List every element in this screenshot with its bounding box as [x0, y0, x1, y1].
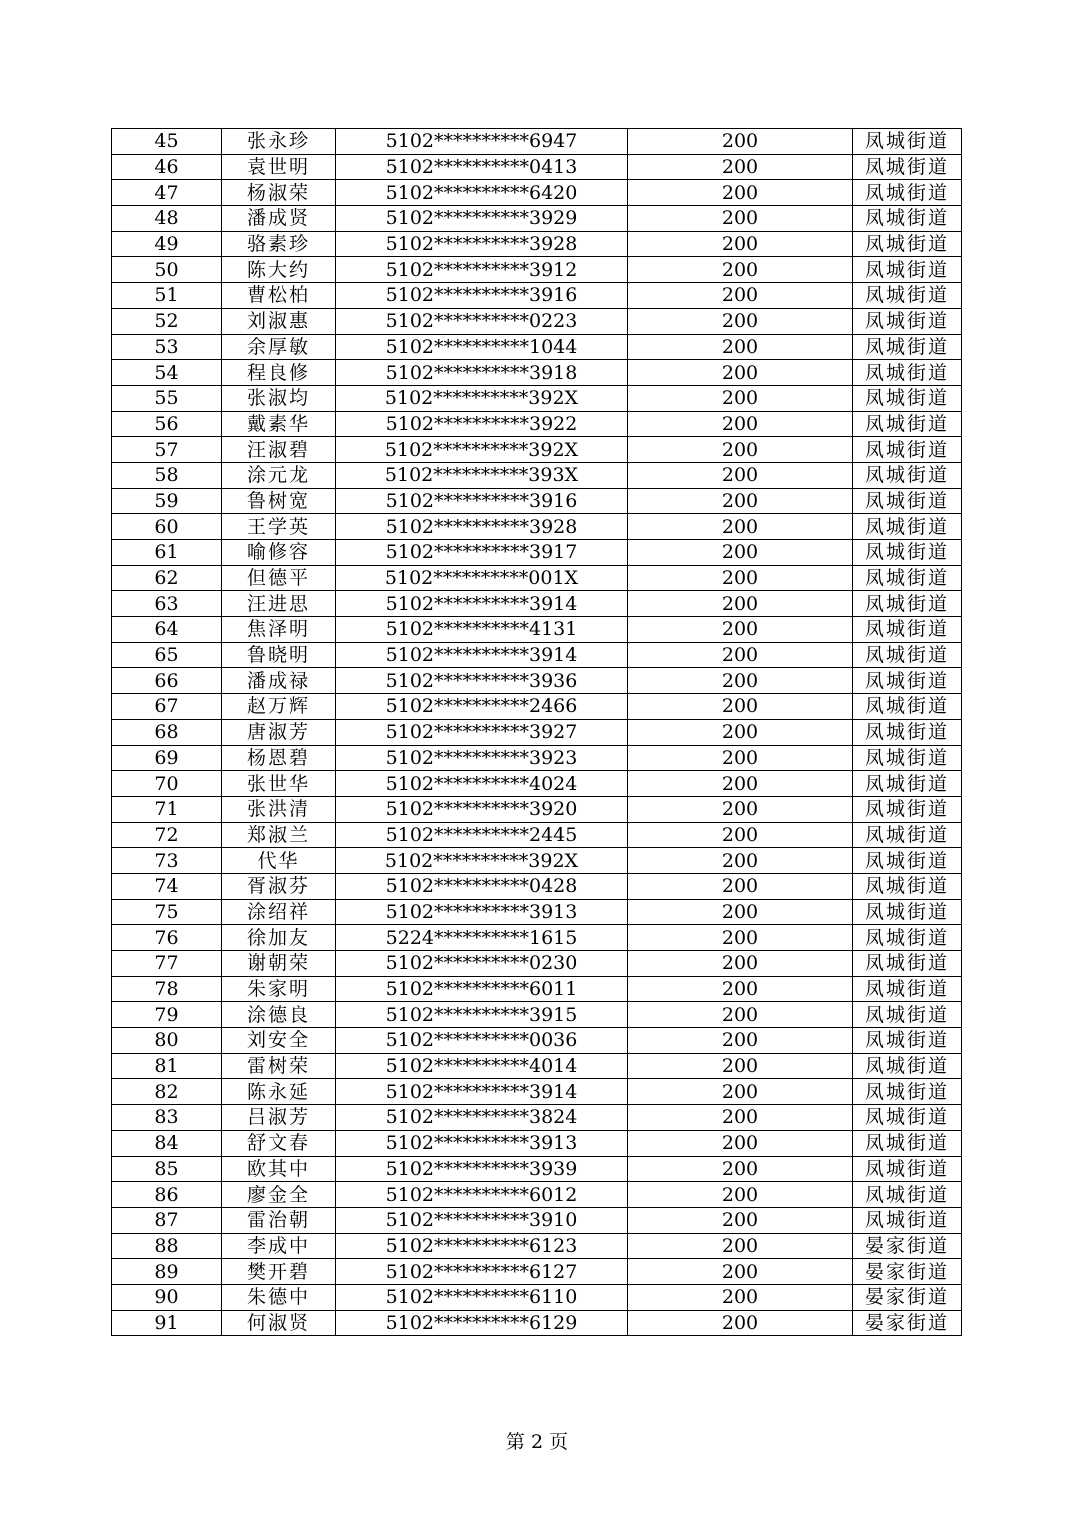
name-cell: 雷树荣 [222, 1053, 336, 1079]
name-cell: 王学英 [222, 514, 336, 540]
amount-cell: 200 [628, 257, 853, 283]
table-row [112, 719, 962, 745]
row-number-cell: 47 [112, 180, 222, 206]
table-row [112, 976, 962, 1002]
table-row [112, 1156, 962, 1182]
amount-cell: 200 [628, 1028, 853, 1054]
id-number-cell: 5102**********4024 [336, 771, 628, 797]
id-number-cell: 5102**********3917 [336, 540, 628, 566]
name-cell: 汪淑碧 [222, 437, 336, 463]
name-cell: 吕淑芳 [222, 1105, 336, 1131]
table-row [112, 848, 962, 874]
amount-cell: 200 [628, 591, 853, 617]
row-number-cell: 50 [112, 257, 222, 283]
amount-cell: 200 [628, 360, 853, 386]
name-cell: 张洪清 [222, 796, 336, 822]
id-number-cell: 5102**********3928 [336, 514, 628, 540]
row-number-cell: 68 [112, 719, 222, 745]
row-number-cell: 77 [112, 951, 222, 977]
amount-cell: 200 [628, 951, 853, 977]
id-number-cell: 5102**********393X [336, 462, 628, 488]
row-number-cell: 72 [112, 822, 222, 848]
amount-cell: 200 [628, 796, 853, 822]
subdistrict-cell: 凤城街道 [853, 540, 962, 566]
row-number-cell: 49 [112, 231, 222, 257]
id-number-cell: 5102**********3824 [336, 1105, 628, 1131]
name-cell: 刘淑惠 [222, 308, 336, 334]
id-number-cell: 5102**********0230 [336, 951, 628, 977]
subdistrict-cell: 凤城街道 [853, 899, 962, 925]
name-cell: 谢朝荣 [222, 951, 336, 977]
table-row [112, 437, 962, 463]
subdistrict-cell: 凤城街道 [853, 925, 962, 951]
subdistrict-cell: 凤城街道 [853, 796, 962, 822]
id-number-cell: 5102**********3927 [336, 719, 628, 745]
id-number-cell: 5102**********0036 [336, 1028, 628, 1054]
id-number-cell: 5102**********4131 [336, 617, 628, 643]
name-cell: 何淑贤 [222, 1310, 336, 1336]
row-number-cell: 69 [112, 745, 222, 771]
table-row [112, 1233, 962, 1259]
subdistrict-cell: 晏家街道 [853, 1310, 962, 1336]
page-number: 第 2 页 [505, 1431, 569, 1453]
subdistrict-cell: 凤城街道 [853, 617, 962, 643]
table-row [112, 822, 962, 848]
row-number-cell: 83 [112, 1105, 222, 1131]
id-number-cell: 5102**********3912 [336, 257, 628, 283]
row-number-cell: 55 [112, 385, 222, 411]
table-row [112, 565, 962, 591]
amount-cell: 200 [628, 1284, 853, 1310]
table-row [112, 385, 962, 411]
table-row [112, 1284, 962, 1310]
subdistrict-cell: 凤城街道 [853, 565, 962, 591]
id-number-cell: 5102**********392X [336, 385, 628, 411]
id-number-cell: 5102**********4014 [336, 1053, 628, 1079]
id-number-cell: 5102**********2445 [336, 822, 628, 848]
subdistrict-cell: 凤城街道 [853, 1028, 962, 1054]
amount-cell: 200 [628, 1233, 853, 1259]
subdistrict-cell: 凤城街道 [853, 385, 962, 411]
amount-cell: 200 [628, 231, 853, 257]
row-number-cell: 84 [112, 1130, 222, 1156]
subdistrict-cell: 凤城街道 [853, 694, 962, 720]
id-number-cell: 5102**********3936 [336, 668, 628, 694]
name-cell: 樊开碧 [222, 1259, 336, 1285]
name-cell: 刘安全 [222, 1028, 336, 1054]
amount-cell: 200 [628, 694, 853, 720]
id-number-cell: 5102**********2466 [336, 694, 628, 720]
amount-cell: 200 [628, 334, 853, 360]
table-row [112, 925, 962, 951]
roster-table-body [112, 129, 962, 1336]
table-row [112, 617, 962, 643]
name-cell: 赵万辉 [222, 694, 336, 720]
name-cell: 潘成贤 [222, 206, 336, 232]
table-row [112, 1182, 962, 1208]
name-cell: 欧其中 [222, 1156, 336, 1182]
name-cell: 潘成禄 [222, 668, 336, 694]
table-row [112, 308, 962, 334]
name-cell: 余厚敏 [222, 334, 336, 360]
table-row [112, 206, 962, 232]
table-row [112, 540, 962, 566]
row-number-cell: 75 [112, 899, 222, 925]
table-row [112, 1310, 962, 1336]
subdistrict-cell: 凤城街道 [853, 1079, 962, 1105]
amount-cell: 200 [628, 1259, 853, 1285]
amount-cell: 200 [628, 1207, 853, 1233]
amount-cell: 200 [628, 925, 853, 951]
row-number-cell: 85 [112, 1156, 222, 1182]
row-number-cell: 59 [112, 488, 222, 514]
row-number-cell: 51 [112, 283, 222, 309]
id-number-cell: 5102**********3914 [336, 642, 628, 668]
id-number-cell: 5102**********3913 [336, 899, 628, 925]
table-row [112, 951, 962, 977]
id-number-cell: 5102**********001X [336, 565, 628, 591]
name-cell: 胥淑芬 [222, 873, 336, 899]
table-row [112, 796, 962, 822]
id-number-cell: 5102**********3923 [336, 745, 628, 771]
name-cell: 袁世明 [222, 154, 336, 180]
id-number-cell: 5102**********6127 [336, 1259, 628, 1285]
id-number-cell: 5102**********3916 [336, 283, 628, 309]
table-row [112, 1130, 962, 1156]
name-cell: 曹松柏 [222, 283, 336, 309]
subdistrict-cell: 凤城街道 [853, 642, 962, 668]
table-row [112, 1105, 962, 1131]
row-number-cell: 88 [112, 1233, 222, 1259]
subdistrict-cell: 凤城街道 [853, 411, 962, 437]
id-number-cell: 5102**********1044 [336, 334, 628, 360]
name-cell: 张淑均 [222, 385, 336, 411]
subdistrict-cell: 凤城街道 [853, 462, 962, 488]
table-row [112, 257, 962, 283]
amount-cell: 200 [628, 899, 853, 925]
subdistrict-cell: 凤城街道 [853, 129, 962, 155]
id-number-cell: 5102**********6110 [336, 1284, 628, 1310]
id-number-cell: 5224**********1615 [336, 925, 628, 951]
id-number-cell: 5102**********6129 [336, 1310, 628, 1336]
table-row [112, 668, 962, 694]
name-cell: 杨恩碧 [222, 745, 336, 771]
subdistrict-cell: 凤城街道 [853, 1105, 962, 1131]
id-number-cell: 5102**********3914 [336, 1079, 628, 1105]
id-number-cell: 5102**********3920 [336, 796, 628, 822]
subdistrict-cell: 凤城街道 [853, 514, 962, 540]
row-number-cell: 63 [112, 591, 222, 617]
id-number-cell: 5102**********6012 [336, 1182, 628, 1208]
row-number-cell: 74 [112, 873, 222, 899]
amount-cell: 200 [628, 488, 853, 514]
amount-cell: 200 [628, 283, 853, 309]
name-cell: 焦泽明 [222, 617, 336, 643]
name-cell: 张永珍 [222, 129, 336, 155]
subdistrict-cell: 凤城街道 [853, 719, 962, 745]
subdistrict-cell: 凤城街道 [853, 848, 962, 874]
subdistrict-cell: 凤城街道 [853, 976, 962, 1002]
name-cell: 骆素珍 [222, 231, 336, 257]
amount-cell: 200 [628, 1130, 853, 1156]
row-number-cell: 81 [112, 1053, 222, 1079]
row-number-cell: 73 [112, 848, 222, 874]
row-number-cell: 87 [112, 1207, 222, 1233]
amount-cell: 200 [628, 668, 853, 694]
id-number-cell: 5102**********3929 [336, 206, 628, 232]
amount-cell: 200 [628, 1310, 853, 1336]
amount-cell: 200 [628, 642, 853, 668]
table-row [112, 488, 962, 514]
name-cell: 朱家明 [222, 976, 336, 1002]
row-number-cell: 79 [112, 1002, 222, 1028]
name-cell: 汪进思 [222, 591, 336, 617]
name-cell: 廖金全 [222, 1182, 336, 1208]
amount-cell: 200 [628, 873, 853, 899]
name-cell: 涂德良 [222, 1002, 336, 1028]
amount-cell: 200 [628, 565, 853, 591]
row-number-cell: 89 [112, 1259, 222, 1285]
id-number-cell: 5102**********392X [336, 437, 628, 463]
id-number-cell: 5102**********3915 [336, 1002, 628, 1028]
name-cell: 朱德中 [222, 1284, 336, 1310]
subdistrict-cell: 凤城街道 [853, 1130, 962, 1156]
amount-cell: 200 [628, 745, 853, 771]
amount-cell: 200 [628, 514, 853, 540]
amount-cell: 200 [628, 1156, 853, 1182]
row-number-cell: 56 [112, 411, 222, 437]
name-cell: 陈永延 [222, 1079, 336, 1105]
id-number-cell: 5102**********3922 [336, 411, 628, 437]
amount-cell: 200 [628, 976, 853, 1002]
row-number-cell: 52 [112, 308, 222, 334]
table-row [112, 1028, 962, 1054]
table-row [112, 1259, 962, 1285]
id-number-cell: 5102**********3914 [336, 591, 628, 617]
amount-cell: 200 [628, 1182, 853, 1208]
subdistrict-cell: 凤城街道 [853, 257, 962, 283]
name-cell: 李成中 [222, 1233, 336, 1259]
amount-cell: 200 [628, 154, 853, 180]
subdistrict-cell: 凤城街道 [853, 154, 962, 180]
row-number-cell: 61 [112, 540, 222, 566]
row-number-cell: 53 [112, 334, 222, 360]
row-number-cell: 57 [112, 437, 222, 463]
id-number-cell: 5102**********0428 [336, 873, 628, 899]
row-number-cell: 82 [112, 1079, 222, 1105]
subdistrict-cell: 凤城街道 [853, 668, 962, 694]
id-number-cell: 5102**********6947 [336, 129, 628, 155]
amount-cell: 200 [628, 180, 853, 206]
table-row [112, 514, 962, 540]
amount-cell: 200 [628, 848, 853, 874]
subdistrict-cell: 凤城街道 [853, 1002, 962, 1028]
row-number-cell: 71 [112, 796, 222, 822]
subdistrict-cell: 凤城街道 [853, 231, 962, 257]
id-number-cell: 5102**********3910 [336, 1207, 628, 1233]
row-number-cell: 90 [112, 1284, 222, 1310]
table-row [112, 411, 962, 437]
row-number-cell: 48 [112, 206, 222, 232]
subdistrict-cell: 凤城街道 [853, 334, 962, 360]
id-number-cell: 5102**********3939 [336, 1156, 628, 1182]
table-row [112, 180, 962, 206]
row-number-cell: 65 [112, 642, 222, 668]
row-number-cell: 62 [112, 565, 222, 591]
row-number-cell: 78 [112, 976, 222, 1002]
amount-cell: 200 [628, 206, 853, 232]
id-number-cell: 5102**********0413 [336, 154, 628, 180]
id-number-cell: 5102**********3913 [336, 1130, 628, 1156]
table-row [112, 694, 962, 720]
table-row [112, 334, 962, 360]
amount-cell: 200 [628, 308, 853, 334]
subdistrict-cell: 凤城街道 [853, 283, 962, 309]
amount-cell: 200 [628, 411, 853, 437]
table-row [112, 1002, 962, 1028]
id-number-cell: 5102**********6123 [336, 1233, 628, 1259]
name-cell: 涂元龙 [222, 462, 336, 488]
name-cell: 雷治朝 [222, 1207, 336, 1233]
subdistrict-cell: 凤城街道 [853, 360, 962, 386]
amount-cell: 200 [628, 462, 853, 488]
amount-cell: 200 [628, 540, 853, 566]
row-number-cell: 45 [112, 129, 222, 155]
name-cell: 郑淑兰 [222, 822, 336, 848]
row-number-cell: 70 [112, 771, 222, 797]
row-number-cell: 76 [112, 925, 222, 951]
table-row [112, 1053, 962, 1079]
name-cell: 但德平 [222, 565, 336, 591]
subdistrict-cell: 凤城街道 [853, 1156, 962, 1182]
table-row [112, 154, 962, 180]
table-row [112, 360, 962, 386]
row-number-cell: 46 [112, 154, 222, 180]
id-number-cell: 5102**********0223 [336, 308, 628, 334]
amount-cell: 200 [628, 1105, 853, 1131]
subdistrict-cell: 凤城街道 [853, 308, 962, 334]
row-number-cell: 64 [112, 617, 222, 643]
id-number-cell: 5102**********3928 [336, 231, 628, 257]
row-number-cell: 86 [112, 1182, 222, 1208]
subdistrict-cell: 晏家街道 [853, 1284, 962, 1310]
name-cell: 舒文春 [222, 1130, 336, 1156]
name-cell: 陈大约 [222, 257, 336, 283]
table-row [112, 591, 962, 617]
id-number-cell: 5102**********3918 [336, 360, 628, 386]
name-cell: 喻修容 [222, 540, 336, 566]
subdistrict-cell: 凤城街道 [853, 206, 962, 232]
table-row [112, 745, 962, 771]
table-row [112, 231, 962, 257]
subdistrict-cell: 凤城街道 [853, 1182, 962, 1208]
amount-cell: 200 [628, 129, 853, 155]
name-cell: 鲁树宽 [222, 488, 336, 514]
subdistrict-cell: 凤城街道 [853, 488, 962, 514]
row-number-cell: 91 [112, 1310, 222, 1336]
table-row [112, 462, 962, 488]
table-row [112, 771, 962, 797]
amount-cell: 200 [628, 1079, 853, 1105]
subdistrict-cell: 凤城街道 [853, 873, 962, 899]
roster-table [111, 128, 962, 1336]
amount-cell: 200 [628, 617, 853, 643]
name-cell: 戴素华 [222, 411, 336, 437]
amount-cell: 200 [628, 1053, 853, 1079]
table-row [112, 129, 962, 155]
amount-cell: 200 [628, 437, 853, 463]
subdistrict-cell: 晏家街道 [853, 1259, 962, 1285]
amount-cell: 200 [628, 719, 853, 745]
row-number-cell: 66 [112, 668, 222, 694]
row-number-cell: 58 [112, 462, 222, 488]
subdistrict-cell: 凤城街道 [853, 591, 962, 617]
subdistrict-cell: 凤城街道 [853, 822, 962, 848]
name-cell: 徐加友 [222, 925, 336, 951]
row-number-cell: 54 [112, 360, 222, 386]
amount-cell: 200 [628, 822, 853, 848]
table-row [112, 1207, 962, 1233]
name-cell: 鲁晓明 [222, 642, 336, 668]
row-number-cell: 67 [112, 694, 222, 720]
name-cell: 张世华 [222, 771, 336, 797]
id-number-cell: 5102**********3916 [336, 488, 628, 514]
amount-cell: 200 [628, 385, 853, 411]
subdistrict-cell: 凤城街道 [853, 1207, 962, 1233]
name-cell: 唐淑芳 [222, 719, 336, 745]
table-row [112, 642, 962, 668]
subdistrict-cell: 晏家街道 [853, 1233, 962, 1259]
table-row [112, 873, 962, 899]
name-cell: 涂绍祥 [222, 899, 336, 925]
row-number-cell: 80 [112, 1028, 222, 1054]
subdistrict-cell: 凤城街道 [853, 951, 962, 977]
amount-cell: 200 [628, 771, 853, 797]
subdistrict-cell: 凤城街道 [853, 437, 962, 463]
name-cell: 程良修 [222, 360, 336, 386]
subdistrict-cell: 凤城街道 [853, 180, 962, 206]
row-number-cell: 60 [112, 514, 222, 540]
table-row [112, 283, 962, 309]
table-row [112, 1079, 962, 1105]
subdistrict-cell: 凤城街道 [853, 1053, 962, 1079]
table-row [112, 899, 962, 925]
id-number-cell: 5102**********6420 [336, 180, 628, 206]
subdistrict-cell: 凤城街道 [853, 771, 962, 797]
name-cell: 代华 [222, 848, 336, 874]
amount-cell: 200 [628, 1002, 853, 1028]
id-number-cell: 5102**********392X [336, 848, 628, 874]
id-number-cell: 5102**********6011 [336, 976, 628, 1002]
subdistrict-cell: 凤城街道 [853, 745, 962, 771]
name-cell: 杨淑荣 [222, 180, 336, 206]
